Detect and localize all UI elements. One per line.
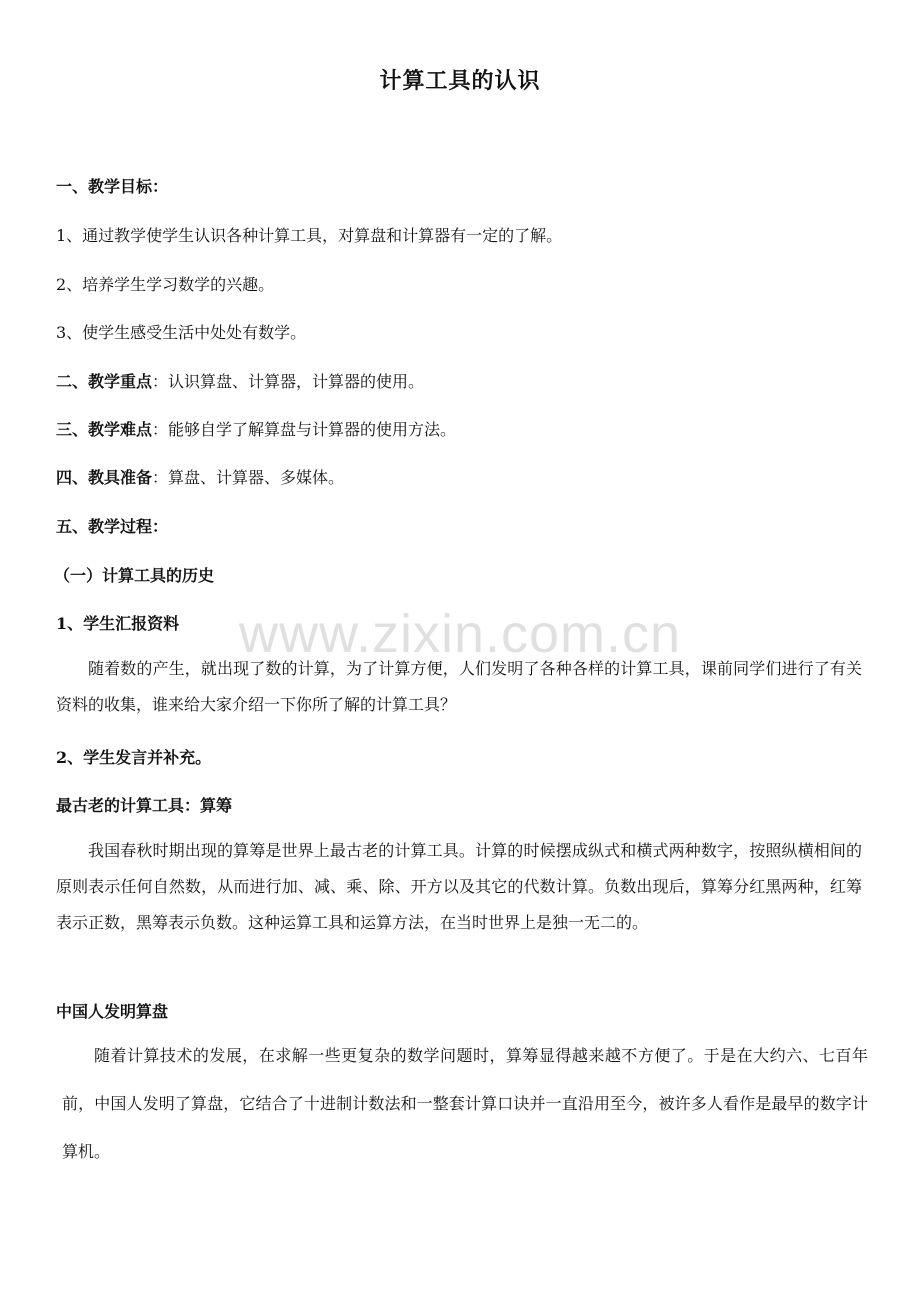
difficulty-text: ：能够自学了解算盘与计算器的使用方法。: [152, 420, 457, 439]
goal-item-1: 1、通过教学使学生认识各种计算工具，对算盘和计算器有一定的了解。: [56, 226, 563, 245]
watermark: www.zixin.com.cn: [238, 604, 682, 664]
step-heading-report: 1、学生汇报资料: [56, 614, 180, 633]
step-heading-speak: 2、学生发言并补充。: [56, 748, 212, 767]
abacus-heading: 中国人发明算盘: [56, 1002, 169, 1021]
abacus-paragraph: 随着计算技术的发展，在求解一些更复杂的数学问题时，算筹显得越来越不方便了。于是在大约六、七百年前，中国人发明了算盘，它结合了十进制计数法和一整套计算口诀并一直沿用至今，被许多人看作是最早的数字计算机。: [62, 1046, 868, 1161]
oldest-tool-paragraph: 我国春秋时期出现的算筹是世界上最古老的计算工具。计算的时候摆成纵式和横式两种数字，按照纵横相间的原则表示任何自然数，从而进行加、减、乘、除、开方以及其它的代数计算。负数出现后，算筹分红黑两种，红筹表示正数，黑筹表示负数。这种运算工具和运算方法，在当时世界上是独一无二的。: [56, 841, 862, 932]
key-points-text: ：认识算盘、计算器，计算器的使用。: [152, 372, 425, 391]
difficulty-label: 三、教学难点: [56, 420, 153, 439]
key-points-line: [56, 369, 424, 392]
oldest-tool-heading: 最古老的计算工具：算筹: [56, 796, 233, 815]
key-points-label: 二、教学重点: [56, 372, 153, 391]
report-paragraph: 随着数的产生，就出现了数的计算，为了计算方便，人们发明了各种各样的计算工具，课前同学们进行了有关资料的收集，谁来给大家介绍一下你所了解的计算工具？: [56, 659, 862, 714]
section-heading-goals: 一、教学目标：: [56, 177, 169, 196]
document-title: 计算工具的认识: [379, 68, 541, 94]
difficulty-line: [56, 417, 456, 440]
tools-line: [56, 465, 344, 488]
tools-text: ：算盘、计算器、多媒体。: [152, 468, 345, 487]
tools-label: 四、教具准备: [56, 468, 153, 487]
goal-item-3: 3、使学生感受生活中处处有数学。: [56, 323, 307, 342]
section-heading-process: 五、教学过程：: [56, 517, 169, 536]
subsection-heading-history: （一）计算工具的历史: [54, 566, 215, 585]
goal-item-2: 2、培养学生学习数学的兴趣。: [56, 275, 275, 294]
